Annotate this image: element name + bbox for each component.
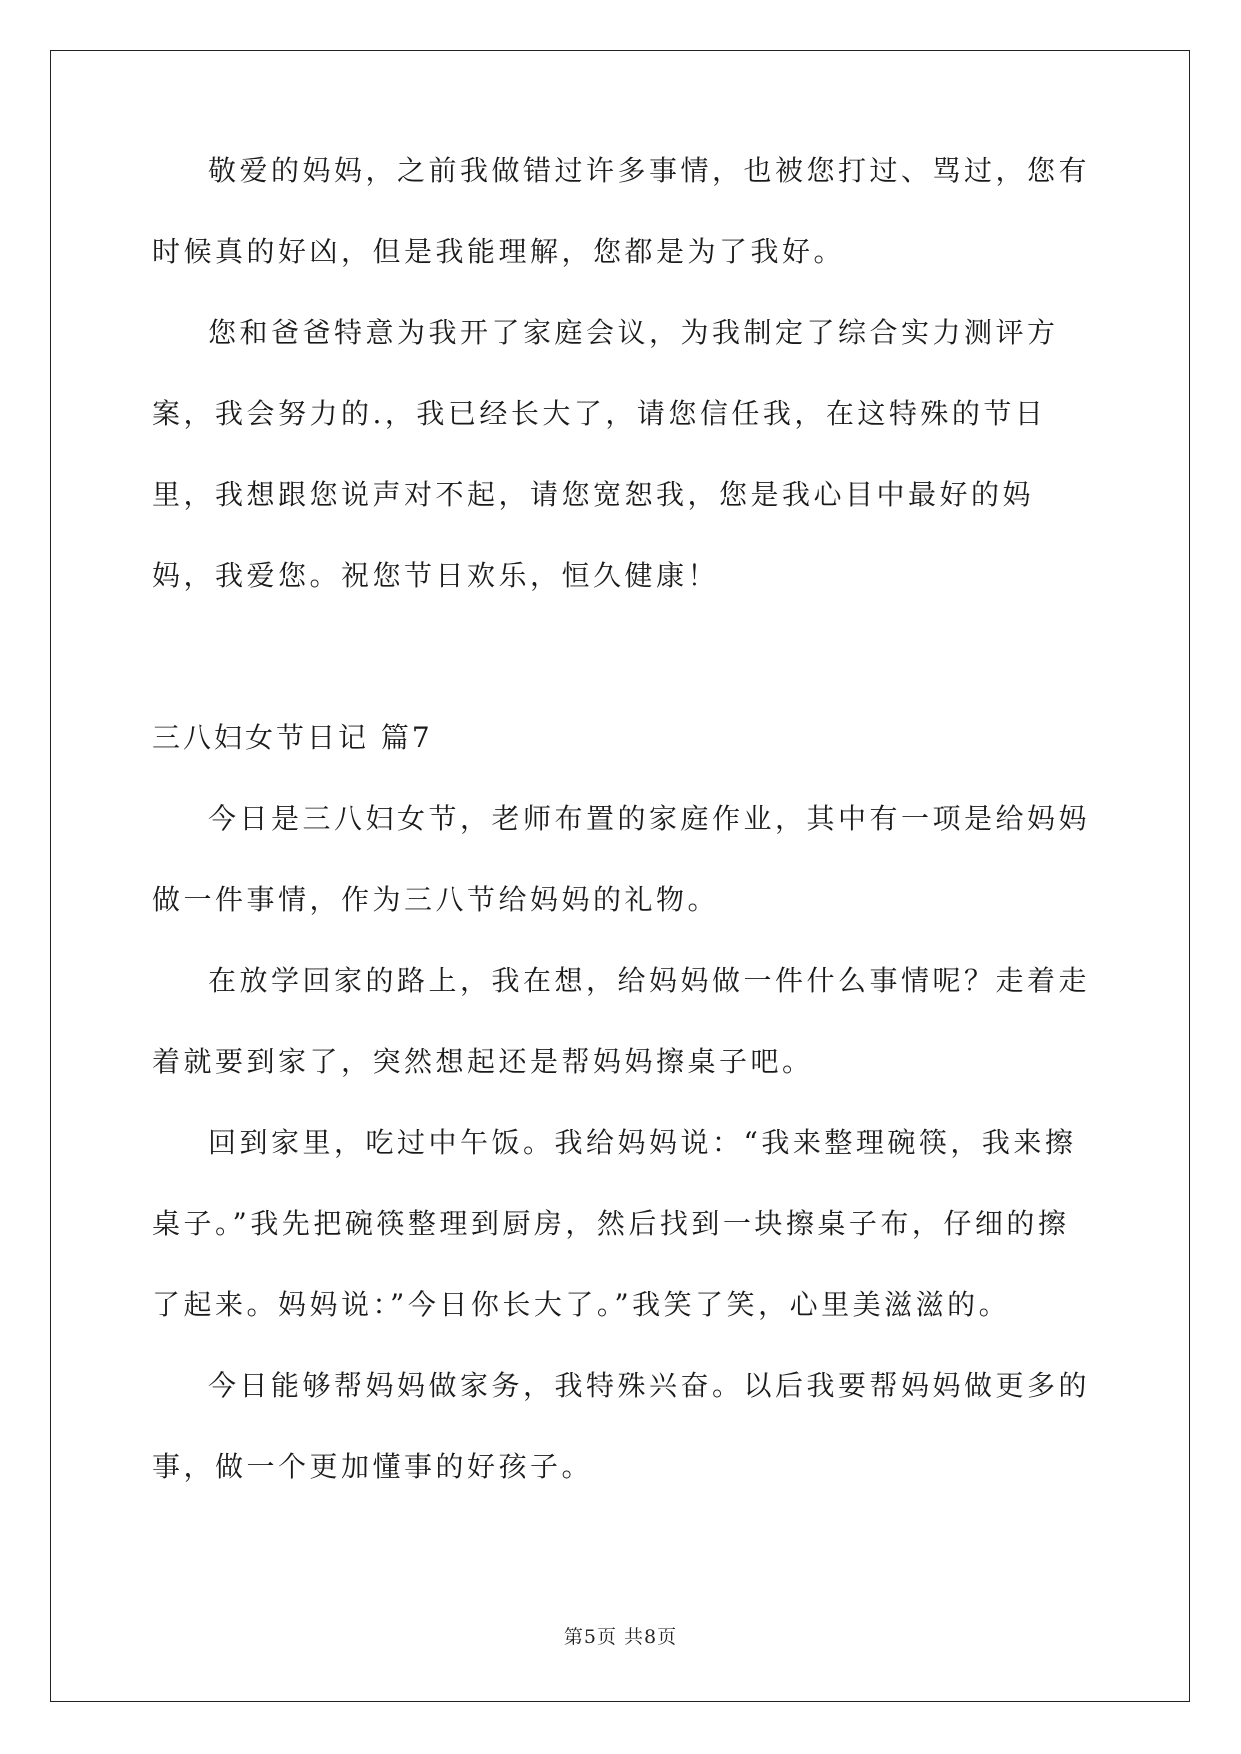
- page-number: 第5页 共8页: [563, 1626, 678, 1648]
- section-heading: 三八妇女节日记 篇7: [152, 721, 433, 754]
- paragraph: 在放学回家的路上，我在想，给妈妈做一件什么事情呢？走着走着就要到家了，突然想起还是帮妈妈擦桌子吧。: [152, 964, 1091, 1078]
- paragraph: 您和爸爸特意为我开了家庭会议，为我制定了综合实力测评方案，我会努力的.，我已经长大了，请您信任我，在这特殊的节日里，我想跟您说声对不起，请您宽恕我，您是我心目中最好的妈妈，我爱您。祝您节日欢乐，恒久健康！: [152, 316, 1059, 592]
- paragraph: 回到家里，吃过中午饭。我给妈妈说：“我来整理碗筷，我来擦桌子。”我先把碗筷整理到厨房，然后找到一块擦桌子布，仔细的擦了起来。妈妈说：”今日你长大了。”我笑了笑，心里美滋滋的。: [152, 1126, 1077, 1321]
- spacer: [152, 616, 1092, 697]
- paragraph: 敬爱的妈妈，之前我做错过许多事情，也被您打过、骂过，您有时候真的好凶，但是我能理解，您都是为了我好。: [152, 154, 1091, 268]
- paragraph: 今日是三八妇女节，老师布置的家庭作业，其中有一项是给妈妈做一件事情，作为三八节给妈妈的礼物。: [152, 802, 1091, 916]
- paragraph: 今日能够帮妈妈做家务，我特殊兴奋。以后我要帮妈妈做更多的事，做一个更加懂事的好孩子。: [152, 1369, 1091, 1483]
- document-body: [152, 130, 1092, 1507]
